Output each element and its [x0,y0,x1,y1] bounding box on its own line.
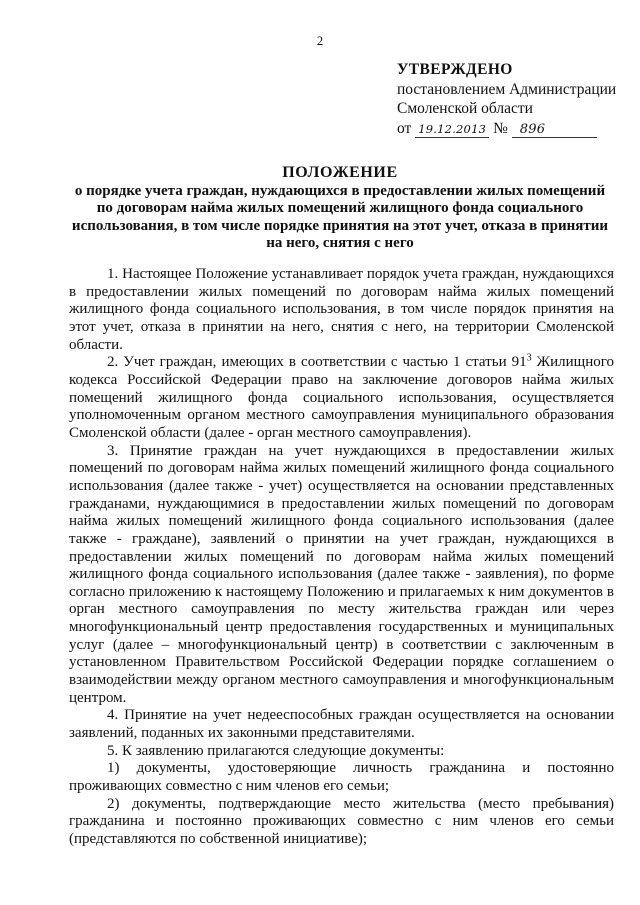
paragraph-5-item-2: 2) документы, подтверждающие место жительства (место пребывания) гражданина и постоянно проживающих совместно с ним членов его семьи (представляются по собственной инициативе); [69,795,614,847]
paragraph-3: 3. Принятие граждан на учет нуждающихся в предоставлении жилых помещений по договорам найма жилых помещений жилищного фонда социального использования (далее также - учет) осуществляется на основании представленных гражданами, нуждающимися в предоставлении жилых помещений по договорам найма жилых помещений жилищного фонда социального использования (далее также - граждане), заявлений о принятии на учет граждан, нуждающихся в предоставлении жилых помещений по договорам найма жилых помещений жилищного фонда социального использования (далее также - заявления), по форме согласно приложению к настоящему Положению и прилагаемых к ним документов в орган местного самоуправления по месту жительства граждан или через многофункциональный центр предоставления государственных и муниципальных услуг (далее – многофункциональный центр) в соответствии с заключенным в установленном Правительством Российской Федерации порядке соглашением о взаимодействии между органом местного самоуправления и многофункциональным центром. [69,442,614,706]
approval-line-2: Смоленской области [397,100,533,117]
paragraph-2-end: Жилищного кодекса Российской Федерации право на заключение договоров найма жилых помещений жилищного фонда социального использования, осуществляется уполномоченным органом местного самоуправления муниципального образования Смоленской области (далее - орган местного самоуправления). [69,354,615,441]
document-title: ПОЛОЖЕНИЕ [282,164,398,181]
document-heading [66,164,614,253]
approval-date-row [397,119,627,139]
approval-block [397,60,627,138]
paragraph-2 [69,354,614,442]
page-number: 2 [316,34,324,48]
paragraph-2-start: 2. Учет граждан, имеющих в соответствии с частью 1 статьи 91 [107,354,527,371]
article-superscript: 3 [526,352,532,364]
date-prefix: от [397,119,412,137]
approval-line-1: постановлением Администрации [397,80,617,98]
approval-title: УТВЕРЖДЕНО [397,61,513,78]
document-subtitle: о порядке учета граждан, нуждающихся в предоставлении жилых помещений по договорам найма жилых помещений жилищного фонда социального использования, в том числе порядке принятия на этот учет, отказа в принятии на него, снятия с него [71,182,609,252]
handwritten-date: 19.12.2013 [415,122,489,138]
paragraph-4: 4. Принятие на учет недееспособных граждан осуществляется на основании заявлений, поданных их законными представителями. [69,707,614,742]
number-sign: № [493,119,508,137]
paragraph-5-item-1: 1) документы, удостоверяющие личность гражданина и постоянно проживающих совместно с ним членов его семьи; [69,760,614,795]
document-body [69,266,614,849]
paragraph-5: 5. К заявлению прилагаются следующие документы: [107,742,445,759]
handwritten-number: 896 [512,122,597,138]
paragraph-1: 1. Настоящее Положение устанавливает порядок учета граждан, нуждающихся в предоставлении жилых помещений по договорам найма жилых помещений жилищного фонда социального использования, в том числе порядок принятия на этот учет, отказа в принятии на него, снятия с него, на территории Смоленской области. [69,266,614,353]
